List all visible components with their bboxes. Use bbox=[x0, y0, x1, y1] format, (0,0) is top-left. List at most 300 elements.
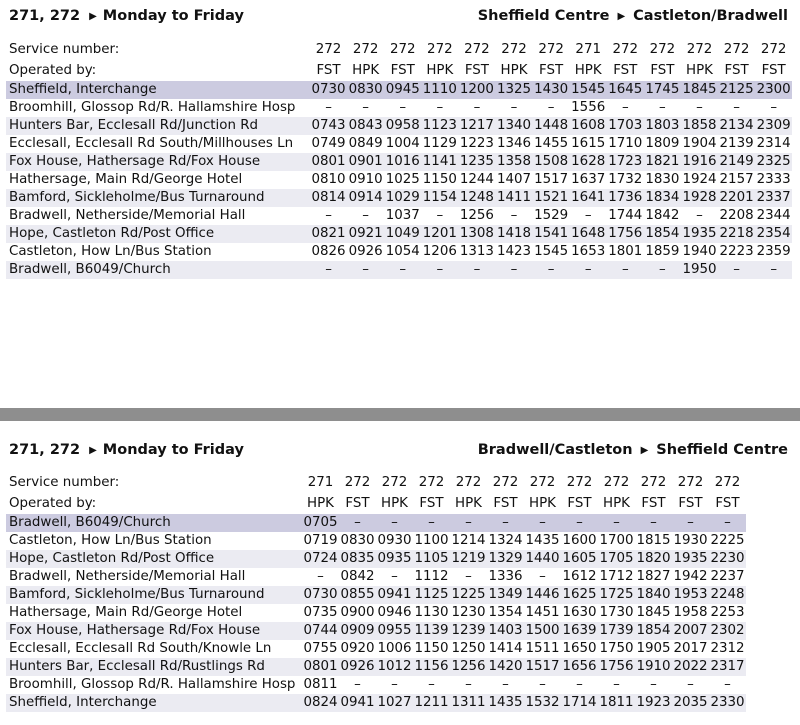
departure-time: 1250 bbox=[451, 641, 486, 656]
departure-time: 0743 bbox=[311, 118, 346, 133]
departure-time: 1200 bbox=[459, 82, 494, 97]
departure-time: 1012 bbox=[377, 659, 412, 674]
departure-time: 1637 bbox=[571, 172, 606, 187]
departure-time: – bbox=[650, 677, 657, 692]
departure-time: 1653 bbox=[571, 244, 606, 259]
departure-time: 1054 bbox=[385, 244, 420, 259]
operator-label: Operated by: bbox=[9, 496, 97, 511]
outbound-header bbox=[9, 8, 788, 30]
departure-time: 0941 bbox=[377, 587, 412, 602]
departure-time: 1732 bbox=[608, 172, 643, 187]
departure-time: 1414 bbox=[488, 641, 523, 656]
departure-time: 1239 bbox=[451, 623, 486, 638]
service-number-row bbox=[6, 39, 792, 60]
departure-time: 0842 bbox=[340, 569, 375, 584]
departure-time: 0849 bbox=[348, 136, 383, 151]
departure-time: 1950 bbox=[682, 262, 717, 277]
outbound-header-left bbox=[9, 8, 244, 24]
departure-time: 1423 bbox=[496, 244, 532, 259]
service-number: 272 bbox=[455, 475, 482, 490]
departure-time: 1448 bbox=[534, 118, 569, 133]
departure-time: 1827 bbox=[636, 569, 671, 584]
timetable-row bbox=[6, 225, 792, 243]
departure-time: 1801 bbox=[608, 244, 643, 259]
departure-time: – bbox=[436, 208, 444, 223]
departure-time: 1235 bbox=[459, 154, 494, 169]
stop-name: Hope, Castleton Rd/Post Office bbox=[6, 550, 302, 568]
service-number-row bbox=[6, 472, 746, 493]
departure-time: 1201 bbox=[422, 226, 457, 241]
stop-name: Hunters Bar, Ecclesall Rd/Junction Rd bbox=[6, 117, 310, 135]
service-number: 272 bbox=[381, 475, 408, 490]
departure-time: 1630 bbox=[562, 605, 597, 620]
departure-time: 1517 bbox=[525, 659, 560, 674]
departure-time: 1645 bbox=[608, 82, 643, 97]
departure-time: 1854 bbox=[645, 226, 680, 241]
timetable-row bbox=[6, 514, 746, 532]
departure-time: 1336 bbox=[488, 569, 523, 584]
departure-time: 1430 bbox=[534, 82, 569, 97]
departure-time: 0926 bbox=[348, 244, 383, 259]
departure-time: 1712 bbox=[599, 569, 634, 584]
departure-time: 1935 bbox=[682, 226, 717, 241]
departure-time: 1112 bbox=[414, 569, 449, 584]
departure-time: – bbox=[458, 261, 495, 279]
departure-time: 0930 bbox=[377, 533, 412, 548]
timetable-row bbox=[6, 243, 792, 261]
departure-time: 1628 bbox=[571, 154, 606, 169]
departure-time: – bbox=[391, 677, 398, 692]
operator-code: FST bbox=[493, 496, 518, 511]
departure-time: – bbox=[733, 100, 740, 115]
departure-time: 1608 bbox=[571, 118, 606, 133]
departure-time: 2337 bbox=[756, 190, 791, 205]
departure-time: 1745 bbox=[645, 82, 680, 97]
departure-time: 1821 bbox=[645, 154, 680, 169]
departure-time: – bbox=[561, 514, 598, 532]
departure-time: 1905 bbox=[636, 641, 671, 656]
departure-time: 0901 bbox=[348, 154, 383, 169]
departure-time: 1815 bbox=[636, 533, 671, 548]
departure-time: – bbox=[672, 514, 709, 532]
timetable-row bbox=[6, 586, 746, 604]
stop-name: Bradwell, B6049/Church bbox=[6, 514, 302, 532]
stop-name: Sheffield, Interchange bbox=[6, 81, 310, 99]
operator-code: FST bbox=[316, 63, 341, 78]
stop-name: Hunters Bar, Ecclesall Rd/Rustlings Rd bbox=[6, 658, 302, 676]
departure-time: 0910 bbox=[348, 172, 383, 187]
departure-time: 1605 bbox=[562, 551, 597, 566]
departure-time: 2354 bbox=[756, 226, 791, 241]
departure-time: 2208 bbox=[719, 208, 754, 223]
operator-code: FST bbox=[419, 496, 444, 511]
departure-time: 0830 bbox=[348, 82, 383, 97]
departure-time: 1750 bbox=[599, 641, 634, 656]
departure-time: 2314 bbox=[756, 136, 791, 151]
departure-time: 1105 bbox=[414, 551, 449, 566]
departure-time: 2017 bbox=[673, 641, 708, 656]
departure-time: 1842 bbox=[645, 208, 680, 223]
departure-time: 1935 bbox=[673, 551, 708, 566]
departure-time: 1556 bbox=[571, 100, 606, 115]
departure-time: 0830 bbox=[340, 533, 375, 548]
operator-code: HPK bbox=[381, 496, 408, 511]
departure-time: 1705 bbox=[599, 551, 634, 566]
stop-name: Hope, Castleton Rd/Post Office bbox=[6, 225, 310, 243]
departure-time: 0914 bbox=[348, 190, 383, 205]
departure-time: 1248 bbox=[459, 190, 494, 205]
departure-time: 1840 bbox=[636, 587, 671, 602]
departure-time: 1820 bbox=[636, 551, 671, 566]
outbound-days: Monday to Friday bbox=[102, 8, 244, 24]
departure-time: 2317 bbox=[710, 659, 745, 674]
timetable-row bbox=[6, 532, 746, 550]
outbound-timetable bbox=[6, 39, 792, 279]
departure-time: 2330 bbox=[710, 695, 745, 710]
departure-time: 1924 bbox=[682, 172, 717, 187]
timetable-row bbox=[6, 117, 792, 135]
departure-time: – bbox=[391, 569, 398, 584]
departure-time: 1714 bbox=[562, 695, 597, 710]
outbound-destination: Castleton/Bradwell bbox=[633, 8, 788, 24]
departure-time: – bbox=[770, 100, 778, 115]
departure-time: 1529 bbox=[534, 208, 569, 223]
departure-time: 2139 bbox=[719, 136, 754, 151]
timetable-row bbox=[6, 189, 792, 207]
departure-time: 0935 bbox=[377, 551, 412, 566]
departure-time: 1313 bbox=[459, 244, 494, 259]
departure-time: 1141 bbox=[422, 154, 457, 169]
inbound-header-left bbox=[9, 442, 244, 458]
timetable-row bbox=[6, 640, 746, 658]
play-arrow-icon: ▶ bbox=[89, 445, 97, 456]
departure-time: – bbox=[339, 514, 376, 532]
departure-time: – bbox=[487, 514, 524, 532]
departure-time: 1703 bbox=[608, 118, 643, 133]
play-arrow-icon: ▶ bbox=[617, 11, 626, 22]
departure-time: 2230 bbox=[710, 551, 745, 566]
departure-time: 2125 bbox=[719, 82, 754, 97]
departure-time: – bbox=[325, 208, 332, 223]
departure-time: – bbox=[755, 261, 792, 279]
departure-time: 1440 bbox=[525, 551, 560, 566]
departure-time: 1420 bbox=[488, 659, 523, 674]
departure-time: 1311 bbox=[451, 695, 486, 710]
departure-time: 1730 bbox=[599, 605, 634, 620]
departure-time: 1139 bbox=[414, 623, 449, 638]
departure-time: 0730 bbox=[311, 82, 346, 97]
departure-time: 1418 bbox=[496, 226, 532, 241]
departure-time: 0814 bbox=[311, 190, 346, 205]
departure-time: 0801 bbox=[311, 154, 346, 169]
service-number: 272 bbox=[640, 475, 667, 490]
stop-name: Broomhill, Glossop Rd/R. Hallamshire Hosp bbox=[9, 677, 296, 692]
departure-time: 1129 bbox=[422, 136, 457, 151]
timetable-row bbox=[6, 604, 746, 622]
service-number: 272 bbox=[649, 42, 676, 57]
stop-name: Bradwell, Netherside/Memorial Hall bbox=[9, 208, 246, 223]
departure-time: 1446 bbox=[525, 587, 560, 602]
departure-time: 1004 bbox=[385, 136, 420, 151]
departure-time: 1710 bbox=[608, 136, 643, 151]
departure-time: 1435 bbox=[488, 695, 523, 710]
inbound-timetable-panel bbox=[0, 421, 800, 725]
departure-time: 1612 bbox=[562, 569, 597, 584]
operator-code: FST bbox=[715, 496, 740, 511]
operator-code: HPK bbox=[455, 496, 482, 511]
service-number-label: Service number: bbox=[9, 42, 120, 57]
outbound-origin: Sheffield Centre bbox=[477, 8, 610, 24]
departure-time: 1930 bbox=[673, 533, 708, 548]
departure-time: 2300 bbox=[756, 82, 791, 97]
stop-name: Ecclesall, Ecclesall Rd South/Millhouses Ln bbox=[9, 136, 294, 151]
operator-code: FST bbox=[567, 496, 592, 511]
departure-time: – bbox=[354, 677, 361, 692]
departure-time: 1953 bbox=[673, 587, 708, 602]
stop-name: Hathersage, Main Rd/George Hotel bbox=[9, 605, 243, 620]
inbound-header bbox=[9, 442, 788, 464]
operator-code: HPK bbox=[686, 63, 713, 78]
stop-name: Ecclesall, Ecclesall Rd South/Knowle Ln bbox=[9, 641, 272, 656]
departure-time: 1346 bbox=[496, 136, 532, 151]
departure-time: – bbox=[598, 514, 635, 532]
service-number: 272 bbox=[538, 42, 564, 57]
departure-time: 1214 bbox=[451, 533, 486, 548]
service-number: 272 bbox=[612, 42, 639, 57]
departure-time: 1830 bbox=[645, 172, 680, 187]
stop-name: Castleton, How Ln/Bus Station bbox=[9, 533, 212, 548]
departure-time: 0946 bbox=[377, 605, 412, 620]
departure-time: – bbox=[384, 261, 421, 279]
departure-time: 1349 bbox=[488, 587, 523, 602]
departure-time: 1517 bbox=[534, 172, 569, 187]
departure-time: – bbox=[473, 100, 481, 115]
departure-time: 1811 bbox=[599, 695, 634, 710]
departure-time: 0724 bbox=[303, 551, 338, 566]
service-number: 272 bbox=[529, 475, 556, 490]
departure-time: 1217 bbox=[459, 118, 494, 133]
departure-time: – bbox=[696, 100, 703, 115]
departure-time: 0958 bbox=[385, 118, 420, 133]
operator-code: FST bbox=[724, 63, 749, 78]
departure-time: 1354 bbox=[488, 605, 523, 620]
departure-time: 1256 bbox=[459, 208, 494, 223]
stop-name: Bradwell, B6049/Church bbox=[6, 261, 310, 279]
departure-time: – bbox=[696, 208, 703, 223]
operator-code: FST bbox=[345, 496, 370, 511]
service-number: 272 bbox=[501, 42, 527, 57]
operator-code: FST bbox=[539, 63, 564, 78]
departure-time: – bbox=[450, 514, 487, 532]
departure-time: 1156 bbox=[414, 659, 449, 674]
departure-time: – bbox=[362, 208, 369, 223]
service-number: 272 bbox=[603, 475, 630, 490]
departure-time: 1500 bbox=[525, 623, 560, 638]
departure-time: – bbox=[724, 677, 731, 692]
departure-time: 0810 bbox=[311, 172, 346, 187]
departure-time: 1639 bbox=[562, 623, 597, 638]
departure-time: 2248 bbox=[710, 587, 745, 602]
service-number: 272 bbox=[492, 475, 519, 490]
departure-time: 2309 bbox=[756, 118, 791, 133]
operator-code: HPK bbox=[307, 496, 334, 511]
departure-time: 0826 bbox=[311, 244, 346, 259]
timetable-row bbox=[6, 171, 792, 189]
service-number: 272 bbox=[760, 42, 787, 57]
departure-time: 0835 bbox=[340, 551, 375, 566]
departure-time: 1858 bbox=[682, 118, 717, 133]
departure-time: 1223 bbox=[459, 136, 494, 151]
departure-time: 2149 bbox=[719, 154, 754, 169]
departure-time: 1256 bbox=[451, 659, 486, 674]
departure-time: – bbox=[376, 514, 413, 532]
departure-time: 1541 bbox=[534, 226, 569, 241]
departure-time: 1809 bbox=[645, 136, 680, 151]
departure-time: 1803 bbox=[645, 118, 680, 133]
departure-time: – bbox=[635, 514, 672, 532]
departure-time: 1123 bbox=[422, 118, 457, 133]
timetable-row bbox=[6, 153, 792, 171]
stop-name: Bradwell, Netherside/Memorial Hall bbox=[9, 569, 246, 584]
departure-time: 0811 bbox=[303, 677, 338, 692]
departure-time: 0855 bbox=[340, 587, 375, 602]
departure-time: – bbox=[325, 100, 332, 115]
timetable-row bbox=[6, 694, 746, 712]
departure-time: 1641 bbox=[571, 190, 606, 205]
timetable-row bbox=[6, 676, 746, 694]
departure-time: 0735 bbox=[303, 605, 338, 620]
departure-time: 0941 bbox=[340, 695, 375, 710]
operator-row bbox=[6, 60, 792, 81]
departure-time: 1845 bbox=[636, 605, 671, 620]
inbound-timetable bbox=[6, 472, 746, 712]
departure-time: – bbox=[465, 677, 472, 692]
departure-time: – bbox=[570, 261, 607, 279]
service-number: 271 bbox=[307, 475, 334, 490]
departure-time: 1648 bbox=[571, 226, 606, 241]
departure-time: 1736 bbox=[608, 190, 643, 205]
stop-name: Castleton, How Ln/Bus Station bbox=[9, 244, 212, 259]
departure-time: – bbox=[718, 261, 755, 279]
departure-time: 2302 bbox=[710, 623, 745, 638]
departure-time: – bbox=[547, 100, 555, 115]
departure-time: 1027 bbox=[377, 695, 412, 710]
timetable-row bbox=[6, 622, 746, 640]
departure-time: 1910 bbox=[636, 659, 671, 674]
operator-code: HPK bbox=[529, 496, 556, 511]
stop-name: Bamford, Sickleholme/Bus Turnaround bbox=[6, 189, 310, 207]
departure-time: 2253 bbox=[710, 605, 745, 620]
departure-time: 1244 bbox=[459, 172, 494, 187]
departure-time: 0824 bbox=[303, 695, 338, 710]
departure-time: – bbox=[584, 208, 592, 223]
service-number: 272 bbox=[427, 42, 453, 57]
departure-time: – bbox=[533, 261, 570, 279]
departure-time: 1455 bbox=[534, 136, 569, 151]
operator-code: FST bbox=[613, 63, 638, 78]
departure-time: 1125 bbox=[414, 587, 449, 602]
departure-time: 2312 bbox=[710, 641, 745, 656]
service-number: 272 bbox=[714, 475, 741, 490]
inbound-route-numbers: 271, 272 bbox=[9, 442, 81, 458]
departure-time: 1358 bbox=[496, 154, 532, 169]
departure-time: – bbox=[428, 677, 435, 692]
departure-time: 1100 bbox=[414, 533, 449, 548]
departure-time: 1154 bbox=[422, 190, 457, 205]
departure-time: 1545 bbox=[571, 82, 606, 97]
departure-time: 1219 bbox=[451, 551, 486, 566]
operator-code: HPK bbox=[426, 63, 454, 78]
timetable-row bbox=[6, 207, 792, 225]
operator-label: Operated by: bbox=[9, 63, 97, 78]
departure-time: 1230 bbox=[451, 605, 486, 620]
operator-code: FST bbox=[464, 63, 489, 78]
departure-time: 0755 bbox=[303, 641, 338, 656]
timetable-row bbox=[6, 135, 792, 153]
service-number: 272 bbox=[315, 42, 342, 57]
departure-time: 2022 bbox=[673, 659, 708, 674]
departure-time: 1511 bbox=[525, 641, 560, 656]
departure-time: – bbox=[644, 261, 681, 279]
departure-time: 2035 bbox=[673, 695, 708, 710]
service-number: 272 bbox=[344, 475, 371, 490]
departure-time: 1756 bbox=[599, 659, 634, 674]
departure-time: 1521 bbox=[534, 190, 569, 205]
stop-name: Hathersage, Main Rd/George Hotel bbox=[9, 172, 243, 187]
timetable-row bbox=[6, 550, 746, 568]
departure-time: – bbox=[347, 261, 384, 279]
departure-time: 2344 bbox=[756, 208, 791, 223]
departure-time: 0926 bbox=[340, 659, 375, 674]
service-number: 272 bbox=[686, 42, 713, 57]
departure-time: 1940 bbox=[682, 244, 717, 259]
departure-time: – bbox=[510, 100, 518, 115]
departure-time: – bbox=[317, 569, 324, 584]
departure-time: 2237 bbox=[710, 569, 745, 584]
departure-time: 0900 bbox=[340, 605, 375, 620]
departure-time: – bbox=[709, 514, 746, 532]
departure-time: 1029 bbox=[385, 190, 420, 205]
departure-time: 1016 bbox=[385, 154, 420, 169]
departure-time: 0719 bbox=[303, 533, 338, 548]
service-number: 272 bbox=[352, 42, 379, 57]
departure-time: 1206 bbox=[422, 244, 457, 259]
departure-time: 2223 bbox=[719, 244, 754, 259]
departure-time: 2333 bbox=[756, 172, 791, 187]
departure-time: 1508 bbox=[534, 154, 569, 169]
departure-time: 1725 bbox=[599, 587, 634, 602]
stop-name: Fox House, Hathersage Rd/Fox House bbox=[6, 153, 310, 171]
departure-time: 0909 bbox=[340, 623, 375, 638]
timetable-row bbox=[6, 568, 746, 586]
departure-time: – bbox=[539, 677, 546, 692]
departure-time: 1756 bbox=[608, 226, 643, 241]
departure-time: – bbox=[524, 514, 561, 532]
departure-time: 1923 bbox=[636, 695, 671, 710]
departure-time: – bbox=[310, 261, 347, 279]
departure-time: 1744 bbox=[608, 208, 643, 223]
departure-time: – bbox=[495, 261, 532, 279]
departure-time: – bbox=[510, 208, 518, 223]
departure-time: 2218 bbox=[719, 226, 754, 241]
section-divider bbox=[0, 408, 800, 421]
departure-time: 1928 bbox=[682, 190, 717, 205]
timetable-row bbox=[6, 99, 792, 117]
stop-name: Sheffield, Interchange bbox=[6, 694, 302, 712]
departure-time: 0955 bbox=[377, 623, 412, 638]
departure-time: 0801 bbox=[303, 659, 338, 674]
inbound-days: Monday to Friday bbox=[102, 442, 244, 458]
